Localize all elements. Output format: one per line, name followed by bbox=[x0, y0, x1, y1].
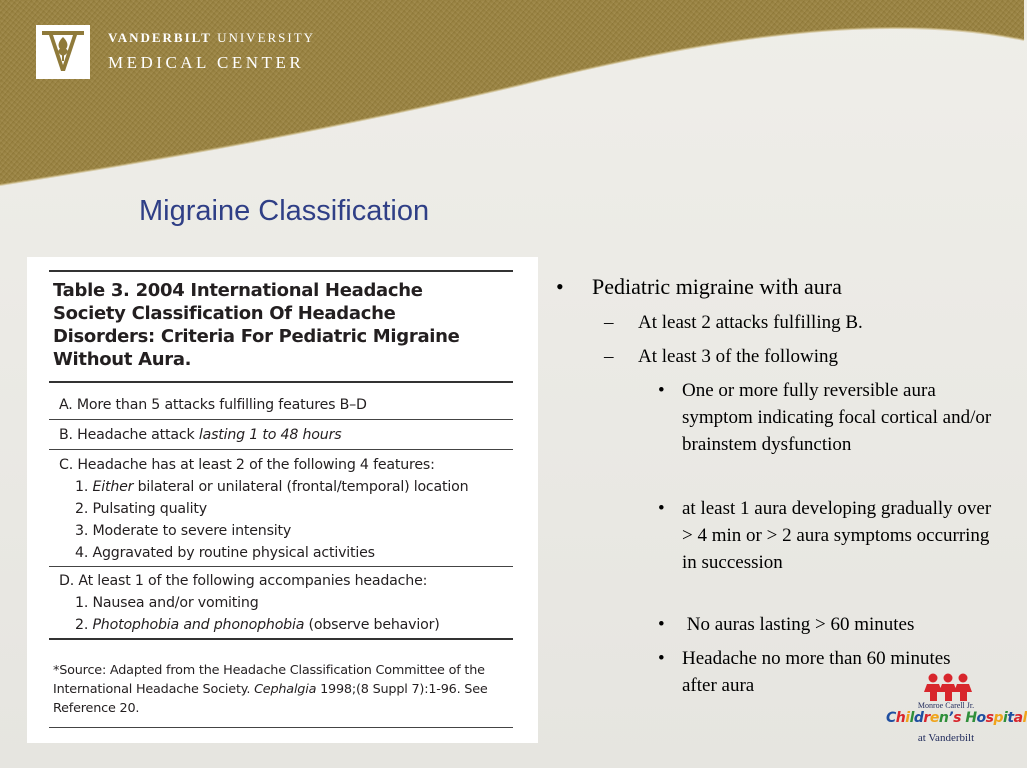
brand-medical-center: MEDICAL CENTER bbox=[108, 53, 305, 72]
wordmark-letter: e bbox=[929, 710, 939, 726]
table-end-rule bbox=[49, 727, 513, 728]
bullet-marker: • bbox=[658, 498, 665, 519]
bullet-marker: • bbox=[658, 648, 665, 669]
childrens-logo-wordmark bbox=[886, 710, 1027, 726]
wordmark-letter: h bbox=[895, 710, 906, 726]
wordmark-letter: n bbox=[938, 710, 949, 726]
childrens-hospital-logo bbox=[886, 672, 1027, 752]
table-row-c4: 4. Aggravated by routine physical activities bbox=[75, 545, 375, 561]
table-row-divider bbox=[49, 566, 513, 567]
wordmark-letter: t bbox=[1007, 710, 1014, 726]
wordmark-letter: H bbox=[965, 710, 977, 726]
wordmark-letter: p bbox=[993, 710, 1004, 726]
wordmark-letter: C bbox=[886, 710, 896, 726]
bullet-marker: • bbox=[658, 614, 665, 635]
table-row-c3: 3. Moderate to severe intensity bbox=[75, 523, 292, 539]
table-title bbox=[53, 279, 523, 371]
table-title-line: Disorders: Criteria For Pediatric Migraine bbox=[53, 326, 460, 347]
brand-university: VANDERBILT UNIVERSITY bbox=[108, 30, 316, 45]
wordmark-letter: i bbox=[905, 710, 910, 726]
bullet-marker: • bbox=[658, 380, 665, 401]
wordmark-letter: a bbox=[1013, 710, 1023, 726]
table-title-line: Without Aura. bbox=[53, 349, 192, 370]
table-row-c2: 2. Pulsating quality bbox=[75, 501, 207, 517]
children-figures-icon bbox=[886, 672, 1006, 702]
oak-leaf-v-shield-icon bbox=[36, 25, 90, 79]
wordmark-letter: ’ bbox=[948, 710, 954, 726]
table-source-note: *Source: Adapted from the Headache Classification Committee of the International Headache Society. Cephalgia 1998;(8 Suppl 7):1-96. See Reference 20. bbox=[53, 663, 488, 716]
banner-background bbox=[0, 0, 1024, 190]
table-row-divider bbox=[49, 419, 513, 420]
childrens-logo-line1: Monroe Carell Jr. bbox=[917, 701, 975, 710]
childrens-logo-line3: at Vanderbilt bbox=[917, 732, 975, 744]
slide-title: Migraine Classification bbox=[139, 195, 430, 227]
table-row-a: A. More than 5 attacks fulfilling features B–D bbox=[59, 397, 367, 413]
table-row-b: B. Headache attack lasting 1 to 48 hours bbox=[59, 427, 342, 443]
table-row-divider bbox=[49, 449, 513, 450]
wordmark-letter: l bbox=[1022, 710, 1027, 726]
wordmark-letter: i bbox=[1003, 710, 1008, 726]
wordmark-letter: l bbox=[909, 710, 914, 726]
table-row-d2: 2. Photophobia and phonophobia (observe behavior) bbox=[75, 617, 440, 633]
table-row-c1: 1. Either bilateral or unilateral (frontal/temporal) location bbox=[75, 479, 469, 495]
wordmark-letter: s bbox=[953, 710, 961, 726]
criteria-table bbox=[27, 257, 538, 743]
table-bottom-rule bbox=[49, 638, 513, 640]
bullet-marker: • bbox=[556, 274, 564, 299]
bullet-text: Pediatric migraine with aura bbox=[592, 274, 842, 299]
bullet-text: No auras lasting > 60 minutes bbox=[682, 614, 915, 635]
bullet-text: One or more fully reversible aura symptom indicating focal cortical and/or brainstem dysfunction bbox=[682, 380, 992, 455]
bullet-marker: – bbox=[604, 346, 614, 367]
bullet-text: at least 1 aura developing gradually over > 4 min or > 2 aura symptoms occurring in succession bbox=[682, 498, 992, 573]
bullet-marker: – bbox=[604, 312, 614, 333]
table-row-c: C. Headache has at least 2 of the following 4 features: bbox=[59, 457, 435, 473]
table-row-d: D. At least 1 of the following accompanies headache: bbox=[59, 573, 428, 589]
table-header-rule bbox=[49, 381, 513, 383]
bullet-text: At least 2 attacks fulfilling B. bbox=[638, 312, 863, 333]
wordmark-letter: r bbox=[923, 710, 930, 726]
header-banner bbox=[0, 0, 1024, 190]
table-title-line: Table 3. 2004 International Headache bbox=[53, 280, 423, 301]
wordmark-letter: d bbox=[913, 710, 924, 726]
bullet-text: At least 3 of the following bbox=[638, 346, 838, 367]
table-row-d1: 1. Nausea and/or vomiting bbox=[75, 595, 259, 611]
table-title-line: Society Classification Of Headache bbox=[53, 303, 396, 324]
wordmark-letter: o bbox=[976, 710, 986, 726]
vanderbilt-logo bbox=[36, 25, 90, 79]
wordmark-letter: s bbox=[985, 710, 994, 726]
table-top-rule bbox=[49, 270, 513, 272]
bullet-text: Headache no more than 60 minutes after aura bbox=[682, 648, 951, 696]
